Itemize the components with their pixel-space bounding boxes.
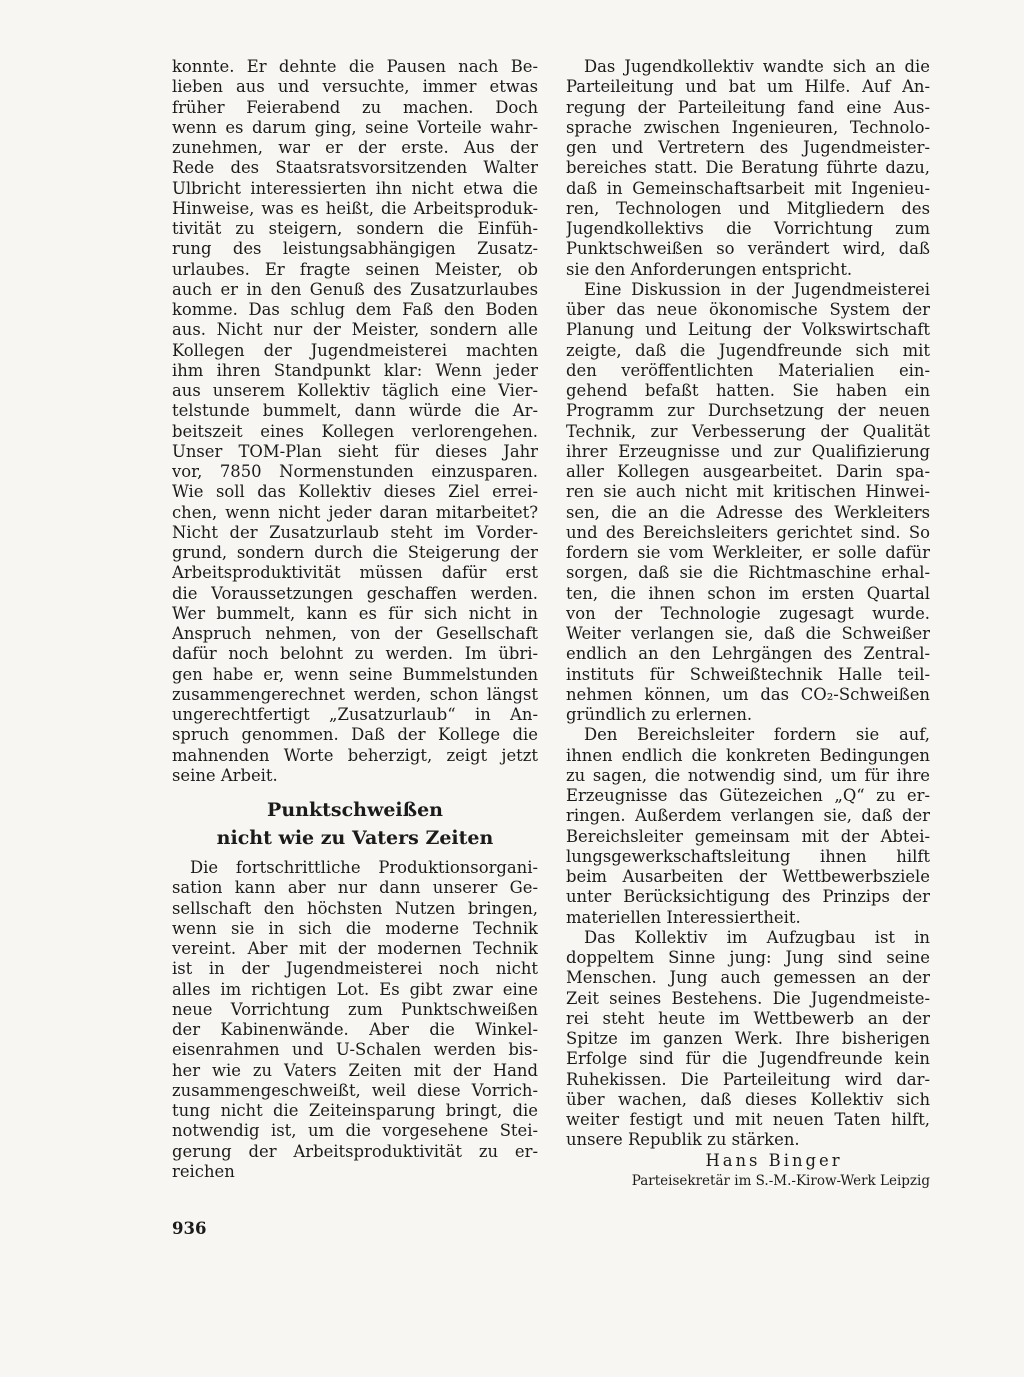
- text-line: Menschen. Jung auch gemessen an der: [566, 968, 930, 988]
- text-line: telstunde bummelt, dann würde die Ar-: [172, 401, 538, 421]
- text-line: regung der Parteileitung fand eine Aus-: [566, 97, 930, 117]
- text-line: ringen. Außerdem verlangen sie, daß der: [566, 806, 930, 826]
- text-line: sation kann aber nur dann unserer Ge-: [172, 878, 538, 898]
- text-line: komme. Das schlug dem Faß den Boden: [172, 300, 538, 319]
- text-line: wenn sie in sich die moderne Technik: [172, 918, 538, 938]
- left-paragraph-1: [172, 57, 538, 786]
- text-line: Programm zur Durchsetzung der neuen: [566, 401, 930, 421]
- text-line: vereint. Aber mit der modernen Technik: [172, 939, 538, 958]
- page-number: 936: [172, 1219, 207, 1238]
- text-line: rei steht heute im Wettbewerb an der: [566, 1008, 930, 1028]
- text-line: Parteileitung und bat um Hilfe. Auf An-: [566, 77, 930, 97]
- text-line: tung nicht die Zeiteinsparung bringt, die: [172, 1101, 538, 1120]
- signature-name: Hans Binger: [705, 1150, 843, 1170]
- text-line: sprache zwischen Ingenieuren, Technolo-: [566, 117, 930, 137]
- text-line: notwendig ist, um die vorgesehene Stei-: [172, 1121, 538, 1141]
- text-line: seine Arbeit.: [172, 765, 278, 785]
- text-line: und des Bereichsleiters gerichtet sind. So: [566, 522, 930, 542]
- text-line: der Kabinenwände. Aber die Winkel-: [172, 1020, 538, 1039]
- text-line: den veröffentlichten Materialien ein-: [566, 360, 930, 380]
- text-line: aus unserem Kollektiv täglich eine Vier-: [172, 381, 538, 400]
- text-line: sen, die an die Adresse des Werkleiters: [566, 502, 930, 522]
- text-line: beim Ausarbeiten der Wettbewerbsziele: [566, 867, 930, 886]
- text-line: Den Bereichsleiter fordern sie auf,: [584, 725, 930, 745]
- text-line: eisenrahmen und U-Schalen werden bis-: [172, 1040, 538, 1060]
- right-paragraph-2: [566, 280, 930, 726]
- text-line: Ulbricht interessierten ihn nicht etwa die: [172, 178, 538, 198]
- text-line: Bereichsleiter gemeinsam mit der Abtei-: [566, 826, 930, 846]
- text-line: ist in der Jugendmeisterei noch nicht: [172, 959, 538, 979]
- text-line: weiter festigt und mit neuen Taten hilft,: [566, 1110, 930, 1129]
- text-line: wenn es darum ging, seine Vorteile wahr-: [172, 117, 538, 137]
- text-line: gehend befaßt hatten. Sie haben ein: [566, 381, 930, 400]
- text-line: lungsgewerkschaftsleitung ihnen hilft: [566, 846, 930, 866]
- text-line: gen und Vertretern des Jugendmeister-: [566, 138, 930, 157]
- text-line: gründlich zu erlernen.: [566, 705, 753, 724]
- text-line: Die fortschrittliche Produktionsorgani-: [190, 858, 538, 877]
- section-heading: [172, 796, 538, 852]
- text-line: zeigte, daß die Jugendfreunde sich mit: [566, 340, 930, 360]
- text-line: unter Berücksichtigung des Prinzips der: [566, 887, 930, 907]
- text-line: Wer bummelt, kann es für sich nicht in: [172, 603, 538, 623]
- text-line: unsere Republik zu stärken.: [566, 1130, 800, 1150]
- text-line: dafür noch belohnt zu werden. Im übri-: [172, 644, 538, 664]
- text-line: zu sagen, die notwendig sind, um für ihre: [566, 765, 930, 785]
- text-line: reichen: [172, 1161, 235, 1181]
- text-line: materiellen Interessiertheit.: [566, 907, 801, 927]
- text-line: Technik, zur Verbesserung der Qualität: [566, 421, 930, 441]
- text-line: Unser TOM-Plan sieht für dieses Jahr: [172, 441, 538, 461]
- text-line: Hinweise, was es heißt, die Arbeitsproduk-: [172, 198, 538, 218]
- right-column: [566, 57, 930, 1191]
- text-line: früher Feierabend zu machen. Doch: [172, 97, 538, 117]
- text-line: mahnenden Worte beherzigt, zeigt jetzt: [172, 745, 538, 765]
- text-line: Ruhekissen. Die Parteileitung wird dar-: [566, 1069, 930, 1089]
- text-line: Punktschweißen so verändert wird, daß: [566, 239, 930, 259]
- text-line: spruch genommen. Daß der Kollege die: [172, 725, 538, 745]
- text-line: Jugendkollektivs die Vorrichtung zum: [566, 219, 930, 238]
- text-line: Das Jugendkollektiv wandte sich an die: [584, 57, 930, 76]
- left-paragraph-2: [172, 858, 538, 1182]
- text-line: zusammengerechnet werden, schon längst: [172, 684, 538, 704]
- text-line: über das neue ökonomische System der: [566, 300, 930, 319]
- text-line: beitszeit eines Kollegen verlorengehen.: [172, 421, 538, 441]
- text-line: endlich an den Lehrgängen des Zentral-: [566, 644, 930, 664]
- text-line: Planung und Leitung der Volkswirtschaft: [566, 320, 930, 340]
- text-line: ihrer Erzeugnisse und zur Qualifizierung: [566, 441, 930, 461]
- text-line: lieben aus und versuchte, immer etwas: [172, 77, 538, 97]
- text-line: urlaubes. Er fragte seinen Meister, ob: [172, 259, 538, 279]
- text-line: über wachen, daß dieses Kollektiv sich: [566, 1089, 930, 1109]
- text-line: Zeit seines Bestehens. Die Jugendmeiste-: [566, 988, 930, 1008]
- text-line: grund, sondern durch die Steigerung der: [172, 543, 538, 562]
- text-line: Erzeugnisse das Gütezeichen „Q“ zu er-: [566, 786, 930, 805]
- text-line: die Voraussetzungen geschaffen werden.: [172, 583, 538, 603]
- text-line: ihnen endlich die konkreten Bedingungen: [566, 745, 930, 765]
- text-line: Rede des Staatsratsvorsitzenden Walter: [172, 158, 538, 178]
- text-line: aller Kollegen ausgearbeitet. Darin spa-: [566, 462, 930, 481]
- text-line: konnte. Er dehnte die Pausen nach Be-: [172, 57, 538, 76]
- text-line: Arbeitsproduktivität müssen dafür erst: [172, 563, 538, 583]
- text-line: rung des leistungsabhängigen Zusatz-: [172, 239, 538, 259]
- text-line: zusammengeschweißt, weil diese Vorrich-: [172, 1080, 538, 1100]
- text-line: Spitze im ganzen Werk. Ihre bisherigen: [566, 1029, 930, 1048]
- text-line: sie den Anforderungen entspricht.: [566, 259, 853, 279]
- section-heading-line-1: Punktschweißen: [267, 799, 443, 821]
- text-line: sellschaft den höchsten Nutzen bringen,: [172, 898, 538, 918]
- text-line: instituts für Schweißtechnik Halle teil-: [566, 664, 930, 684]
- text-line: ren, Technologen und Mitgliedern des: [566, 198, 930, 218]
- right-paragraph-1: [566, 57, 930, 280]
- text-line: ren sie auch nicht mit kritischen Hinwei-: [566, 482, 930, 502]
- text-line: Das Kollektiv im Aufzugbau ist in: [584, 927, 930, 947]
- text-line: doppeltem Sinne jung: Jung sind seine: [566, 948, 930, 967]
- text-line: tivität zu steigern, sondern die Einfüh-: [172, 219, 538, 238]
- text-line: gerung der Arbeitsproduktivität zu er-: [172, 1141, 538, 1161]
- left-column: [172, 57, 538, 1182]
- text-line: ungerechtfertigt „Zusatzurlaub“ in An-: [172, 705, 538, 724]
- signature-role: Parteisekretär im S.-M.-Kirow-Werk Leipzig: [631, 1172, 930, 1189]
- text-line: auch er in den Genuß des Zusatzurlaubes: [172, 279, 538, 299]
- text-line: aus. Nicht nur der Meister, sondern alle: [172, 320, 538, 340]
- text-line: fordern sie vom Werkleiter, er solle dafür: [566, 543, 930, 562]
- text-line: Anspruch nehmen, von der Gesellschaft: [172, 624, 538, 643]
- text-line: ten, die ihnen schon im ersten Quartal: [566, 583, 930, 603]
- text-line: daß in Gemeinschaftsarbeit mit Ingenieu-: [566, 178, 930, 198]
- right-paragraph-4: [566, 928, 930, 1151]
- text-line: Eine Diskussion in der Jugendmeisterei: [584, 279, 930, 299]
- text-line: zunehmen, war er der erste. Aus der: [172, 138, 538, 157]
- text-line: her wie zu Vaters Zeiten mit der Hand: [172, 1060, 538, 1080]
- text-line: vor, 7850 Normenstunden einzusparen.: [172, 462, 538, 481]
- text-line: neue Vorrichtung zum Punktschweißen: [172, 999, 538, 1019]
- text-line: Weiter verlangen sie, daß die Schweißer: [566, 624, 930, 643]
- text-line: alles im richtigen Lot. Es gibt zwar eine: [172, 979, 538, 999]
- text-line: Erfolge sind für die Jugendfreunde kein: [566, 1049, 930, 1069]
- text-line: nehmen können, um das CO₂-Schweißen: [566, 684, 930, 704]
- section-heading-line-2: nicht wie zu Vaters Zeiten: [216, 827, 494, 849]
- text-line: von der Technologie zugesagt wurde.: [566, 603, 930, 623]
- text-line: gen habe er, wenn seine Bummelstunden: [172, 664, 538, 684]
- text-line: chen, wenn nicht jeder daran mitarbeitet?: [172, 502, 538, 522]
- text-line: Wie soll das Kollektiv dieses Ziel errei-: [172, 482, 538, 502]
- text-line: Kollegen der Jugendmeisterei machten: [172, 340, 538, 360]
- right-paragraph-3: [566, 725, 930, 928]
- text-line: bereiches statt. Die Beratung führte dazu,: [566, 158, 930, 178]
- text-line: ihm ihren Standpunkt klar: Wenn jeder: [172, 360, 538, 380]
- text-line: Nicht der Zusatzurlaub steht im Vorder-: [172, 522, 538, 542]
- text-line: sorgen, daß sie die Richtmaschine erhal-: [566, 563, 930, 583]
